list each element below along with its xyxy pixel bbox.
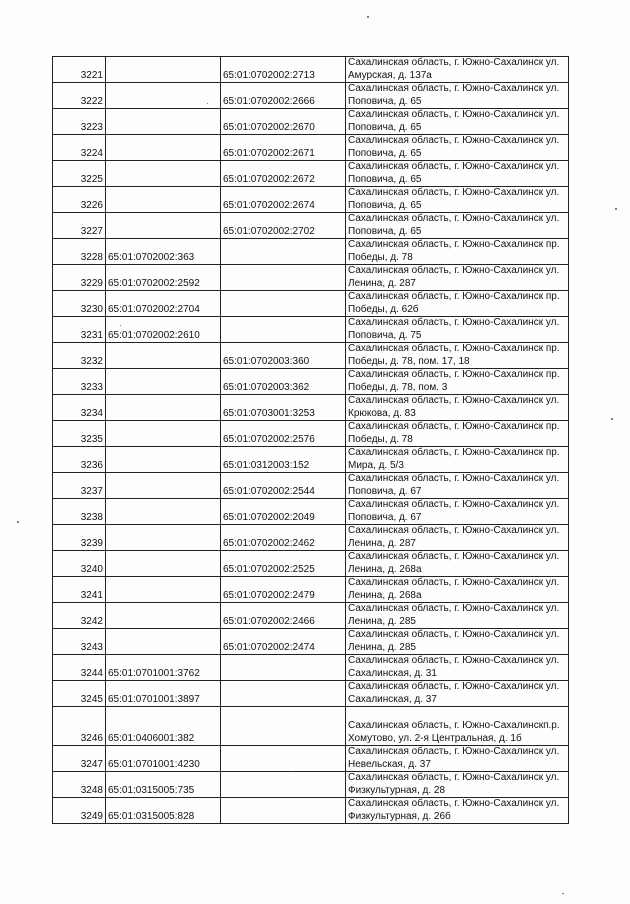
premises-cadastral-number-cell: 65:01:0702002:2702 <box>221 213 346 239</box>
address-cell <box>346 525 569 551</box>
cadastral-number-cell <box>106 135 221 161</box>
address-line-1: Сахалинская область, г. Южно-Сахалинск ул. <box>348 109 560 120</box>
scan-speck <box>367 16 369 18</box>
address-cell <box>346 551 569 577</box>
cadastral-number-cell <box>106 161 221 187</box>
cadastral-number-cell <box>106 551 221 577</box>
row-number-cell: 3230 <box>53 291 106 317</box>
table-row <box>53 291 569 317</box>
address-cell <box>346 291 569 317</box>
address-cell <box>346 798 569 824</box>
table-row <box>53 161 569 187</box>
row-number-cell: 3238 <box>53 499 106 525</box>
premises-cadastral-number-cell <box>221 772 346 798</box>
address-line-2: Хомутово, ул. 2-я Центральная, д. 1б <box>348 732 522 744</box>
address-line-1: Сахалинская область, г. Южно-Сахалинск ул. <box>348 187 560 198</box>
cadastral-number-cell: 65:01:0702002:2704 <box>106 291 221 317</box>
address-line-2: Ленина, д. 285 <box>348 615 416 627</box>
address-line-1: Сахалинская область, г. Южно-Сахалинск ул. <box>348 798 560 809</box>
scan-speck <box>611 418 613 420</box>
address-line-1: Сахалинская область, г. Южно-Сахалинск ул. <box>348 57 560 68</box>
premises-cadastral-number-cell: 65:01:0702002:2544 <box>221 473 346 499</box>
cadastral-number-cell <box>106 525 221 551</box>
row-number-cell: 3244 <box>53 655 106 681</box>
premises-cadastral-number-cell: 65:01:0702002:2713 <box>221 57 346 83</box>
address-line-2: Ленина, д. 268а <box>348 563 422 575</box>
cadastral-number-cell <box>106 421 221 447</box>
address-cell <box>346 265 569 291</box>
table-row <box>53 109 569 135</box>
scan-speck <box>562 893 564 894</box>
cadastral-number-cell: 65:01:0315005:828 <box>106 798 221 824</box>
address-cell <box>346 135 569 161</box>
address-line-2: Победы, д. 78, пом. 3 <box>348 381 448 393</box>
address-line-2: Амурская, д. 137а <box>348 69 432 81</box>
premises-cadastral-number-cell <box>221 681 346 707</box>
row-number-cell: 3243 <box>53 629 106 655</box>
address-line-1: Сахалинская область, г. Южно-Сахалинск ул. <box>348 603 560 614</box>
premises-cadastral-number-cell: 65:01:0702003:362 <box>221 369 346 395</box>
registry-rows <box>53 57 569 824</box>
address-line-2: Победы, д. 78, пом. 17, 18 <box>348 355 470 367</box>
premises-cadastral-number-cell: 65:01:0702002:2672 <box>221 161 346 187</box>
address-cell <box>346 395 569 421</box>
address-cell <box>346 161 569 187</box>
table-row <box>53 369 569 395</box>
premises-cadastral-number-cell: 65:01:0702002:2666 <box>221 83 346 109</box>
table-row <box>53 707 569 746</box>
address-line-2: Поповича, д. 65 <box>348 199 422 211</box>
address-line-1: Сахалинская область, г. Южно-Сахалинск ул. <box>348 473 560 484</box>
address-cell <box>346 187 569 213</box>
row-number-cell: 3235 <box>53 421 106 447</box>
row-number-cell: 3248 <box>53 772 106 798</box>
table-row <box>53 395 569 421</box>
table-row <box>53 473 569 499</box>
table-row <box>53 239 569 265</box>
address-line-2: Сахалинская, д. 37 <box>348 693 437 705</box>
cadastral-number-cell: 65:01:0315005:735 <box>106 772 221 798</box>
premises-cadastral-number-cell <box>221 798 346 824</box>
table-row <box>53 83 569 109</box>
premises-cadastral-number-cell: 65:01:0702002:2049 <box>221 499 346 525</box>
cadastral-number-cell <box>106 83 221 109</box>
address-line-2: Поповича, д. 65 <box>348 147 422 159</box>
cadastral-number-cell <box>106 213 221 239</box>
address-line-1: Сахалинская область, г. Южно-Сахалинскп.р. <box>348 720 560 731</box>
table-row <box>53 525 569 551</box>
address-line-1: Сахалинская область, г. Южно-Сахалинск ул. <box>348 681 560 692</box>
address-cell <box>346 707 569 746</box>
address-line-2: Поповича, д. 65 <box>348 173 422 185</box>
address-line-1: Сахалинская область, г. Южно-Сахалинск ул. <box>348 161 560 172</box>
address-cell <box>346 343 569 369</box>
table-row <box>53 57 569 83</box>
premises-cadastral-number-cell <box>221 707 346 746</box>
premises-cadastral-number-cell: 65:01:0703001:3253 <box>221 395 346 421</box>
table-row <box>53 577 569 603</box>
address-line-1: Сахалинская область, г. Южно-Сахалинск пр. <box>348 343 560 354</box>
address-line-1: Сахалинская область, г. Южно-Сахалинск ул. <box>348 135 560 146</box>
cadastral-number-cell: 65:01:0406001:382 <box>106 707 221 746</box>
address-cell <box>346 57 569 83</box>
scan-speck <box>120 325 121 326</box>
row-number-cell: 3228 <box>53 239 106 265</box>
address-line-2: Поповича, д. 67 <box>348 485 422 497</box>
address-line-1: Сахалинская область, г. Южно-Сахалинск ул. <box>348 317 560 328</box>
premises-cadastral-number-cell: 65:01:0702002:2525 <box>221 551 346 577</box>
row-number-cell: 3240 <box>53 551 106 577</box>
address-line-2: Ленина, д. 285 <box>348 641 416 653</box>
table-row <box>53 499 569 525</box>
address-cell <box>346 213 569 239</box>
address-line-2: Крюкова, д. 83 <box>348 407 416 419</box>
address-line-1: Сахалинская область, г. Южно-Сахалинск ул. <box>348 746 560 757</box>
address-cell <box>346 447 569 473</box>
cadastral-number-cell <box>106 499 221 525</box>
address-line-1: Сахалинская область, г. Южно-Сахалинск ул. <box>348 629 560 640</box>
address-line-1: Сахалинская область, г. Южно-Сахалинск ул. <box>348 83 560 94</box>
cadastral-number-cell <box>106 577 221 603</box>
premises-cadastral-number-cell: 65:01:0312003:152 <box>221 447 346 473</box>
cadastral-number-cell <box>106 57 221 83</box>
address-line-1: Сахалинская область, г. Южно-Сахалинск ул. <box>348 577 560 588</box>
table-row <box>53 772 569 798</box>
premises-cadastral-number-cell <box>221 265 346 291</box>
address-line-2: Физкультурная, д. 28 <box>348 784 446 796</box>
row-number-cell: 3247 <box>53 746 106 772</box>
address-line-2: Сахалинская, д. 31 <box>348 667 437 679</box>
address-line-1: Сахалинская область, г. Южно-Сахалинск ул. <box>348 525 560 536</box>
address-line-2: Победы, д. 78 <box>348 251 413 263</box>
scan-speck <box>292 771 293 772</box>
address-cell <box>346 421 569 447</box>
address-line-2: Невельская, д. 37 <box>348 758 431 770</box>
address-cell <box>346 603 569 629</box>
cadastral-number-cell: 65:01:0702002:2592 <box>106 265 221 291</box>
address-line-2: Ленина, д. 287 <box>348 277 416 289</box>
table-row <box>53 798 569 824</box>
address-line-2: Поповича, д. 65 <box>348 95 422 107</box>
address-cell <box>346 83 569 109</box>
table-row <box>53 629 569 655</box>
cadastral-number-cell <box>106 369 221 395</box>
address-line-2: Мира, д. 5/3 <box>348 459 404 471</box>
address-line-2: Победы, д. 62б <box>348 303 419 315</box>
address-line-1: Сахалинская область, г. Южно-Сахалинск ул. <box>348 395 560 406</box>
row-number-cell: 3237 <box>53 473 106 499</box>
table-row <box>53 681 569 707</box>
row-number-cell: 3226 <box>53 187 106 213</box>
table-row <box>53 265 569 291</box>
cadastral-number-cell <box>106 629 221 655</box>
row-number-cell: 3232 <box>53 343 106 369</box>
cadastral-number-cell: 65:01:0701001:3762 <box>106 655 221 681</box>
address-cell <box>346 317 569 343</box>
cadastral-number-cell <box>106 109 221 135</box>
address-line-1: Сахалинская область, г. Южно-Сахалинск пр. <box>348 369 560 380</box>
premises-cadastral-number-cell: 65:01:0702002:2671 <box>221 135 346 161</box>
row-number-cell: 3249 <box>53 798 106 824</box>
address-cell <box>346 239 569 265</box>
cadastral-number-cell: 65:01:0701001:4230 <box>106 746 221 772</box>
table-row <box>53 746 569 772</box>
premises-cadastral-number-cell: 65:01:0702002:2479 <box>221 577 346 603</box>
address-cell <box>346 369 569 395</box>
address-line-2: Физкультурная, д. 26б <box>348 810 451 822</box>
premises-cadastral-number-cell <box>221 655 346 681</box>
premises-cadastral-number-cell <box>221 291 346 317</box>
cadastral-number-cell: 65:01:0702002:363 <box>106 239 221 265</box>
address-line-1: Сахалинская область, г. Южно-Сахалинск пр. <box>348 447 560 458</box>
address-line-1: Сахалинская область, г. Южно-Сахалинск ул. <box>348 655 560 666</box>
premises-cadastral-number-cell: 65:01:0702002:2576 <box>221 421 346 447</box>
address-cell <box>346 577 569 603</box>
address-cell <box>346 109 569 135</box>
address-line-2: Ленина, д. 287 <box>348 537 416 549</box>
address-line-2: Поповича, д. 67 <box>348 511 422 523</box>
premises-cadastral-number-cell: 65:01:0702002:2674 <box>221 187 346 213</box>
table-row <box>53 135 569 161</box>
premises-cadastral-number-cell: 65:01:0702002:2670 <box>221 109 346 135</box>
table-row <box>53 551 569 577</box>
cadastral-number-cell <box>106 447 221 473</box>
row-number-cell: 3221 <box>53 57 106 83</box>
cadastral-number-cell <box>106 603 221 629</box>
table-row <box>53 447 569 473</box>
address-cell <box>346 499 569 525</box>
table-row <box>53 213 569 239</box>
cadastral-number-cell: 65:01:0702002:2610 <box>106 317 221 343</box>
address-line-1: Сахалинская область, г. Южно-Сахалинск ул. <box>348 265 560 276</box>
cadastral-number-cell <box>106 473 221 499</box>
row-number-cell: 3236 <box>53 447 106 473</box>
table-row <box>53 655 569 681</box>
row-number-cell: 3227 <box>53 213 106 239</box>
row-number-cell: 3231 <box>53 317 106 343</box>
address-cell <box>346 681 569 707</box>
address-cell <box>346 629 569 655</box>
address-line-2: Поповича, д. 65 <box>348 225 422 237</box>
premises-cadastral-number-cell <box>221 317 346 343</box>
premises-cadastral-number-cell: 65:01:0702003:360 <box>221 343 346 369</box>
address-line-2: Ленина, д. 268а <box>348 589 422 601</box>
premises-cadastral-number-cell: 65:01:0702002:2474 <box>221 629 346 655</box>
address-line-1: Сахалинская область, г. Южно-Сахалинск пр. <box>348 291 560 302</box>
premises-cadastral-number-cell <box>221 239 346 265</box>
row-number-cell: 3222 <box>53 83 106 109</box>
premises-cadastral-number-cell: 65:01:0702002:2462 <box>221 525 346 551</box>
address-line-1: Сахалинская область, г. Южно-Сахалинск ул. <box>348 551 560 562</box>
premises-cadastral-number-cell: 65:01:0702002:2466 <box>221 603 346 629</box>
cadastral-number-cell <box>106 187 221 213</box>
table-row <box>53 421 569 447</box>
address-cell <box>346 746 569 772</box>
registry-table <box>52 56 569 824</box>
premises-cadastral-number-cell <box>221 746 346 772</box>
address-line-1: Сахалинская область, г. Южно-Сахалинск ул. <box>348 213 560 224</box>
scan-speck <box>207 103 208 104</box>
scan-speck <box>17 521 19 523</box>
address-cell <box>346 473 569 499</box>
address-line-2: Победы, д. 78 <box>348 433 413 445</box>
address-line-1: Сахалинская область, г. Южно-Сахалинск ул. <box>348 499 560 510</box>
row-number-cell: 3225 <box>53 161 106 187</box>
row-number-cell: 3242 <box>53 603 106 629</box>
row-number-cell: 3246 <box>53 707 106 746</box>
cadastral-number-cell: 65:01:0701001:3897 <box>106 681 221 707</box>
address-line-1: Сахалинская область, г. Южно-Сахалинск пр. <box>348 421 560 432</box>
row-number-cell: 3239 <box>53 525 106 551</box>
table-row <box>53 187 569 213</box>
row-number-cell: 3229 <box>53 265 106 291</box>
address-line-1: Сахалинская область, г. Южно-Сахалинск пр. <box>348 239 560 250</box>
address-cell <box>346 655 569 681</box>
table-row <box>53 317 569 343</box>
address-cell <box>346 772 569 798</box>
row-number-cell: 3233 <box>53 369 106 395</box>
row-number-cell: 3234 <box>53 395 106 421</box>
cadastral-number-cell <box>106 395 221 421</box>
row-number-cell: 3223 <box>53 109 106 135</box>
scan-speck <box>615 208 617 210</box>
address-line-2: Поповича, д. 75 <box>348 329 422 341</box>
row-number-cell: 3224 <box>53 135 106 161</box>
address-line-2: Поповича, д. 65 <box>348 121 422 133</box>
cadastral-number-cell <box>106 343 221 369</box>
row-number-cell: 3245 <box>53 681 106 707</box>
table-row <box>53 603 569 629</box>
table-row <box>53 343 569 369</box>
row-number-cell: 3241 <box>53 577 106 603</box>
address-line-1: Сахалинская область, г. Южно-Сахалинск ул. <box>348 772 560 783</box>
